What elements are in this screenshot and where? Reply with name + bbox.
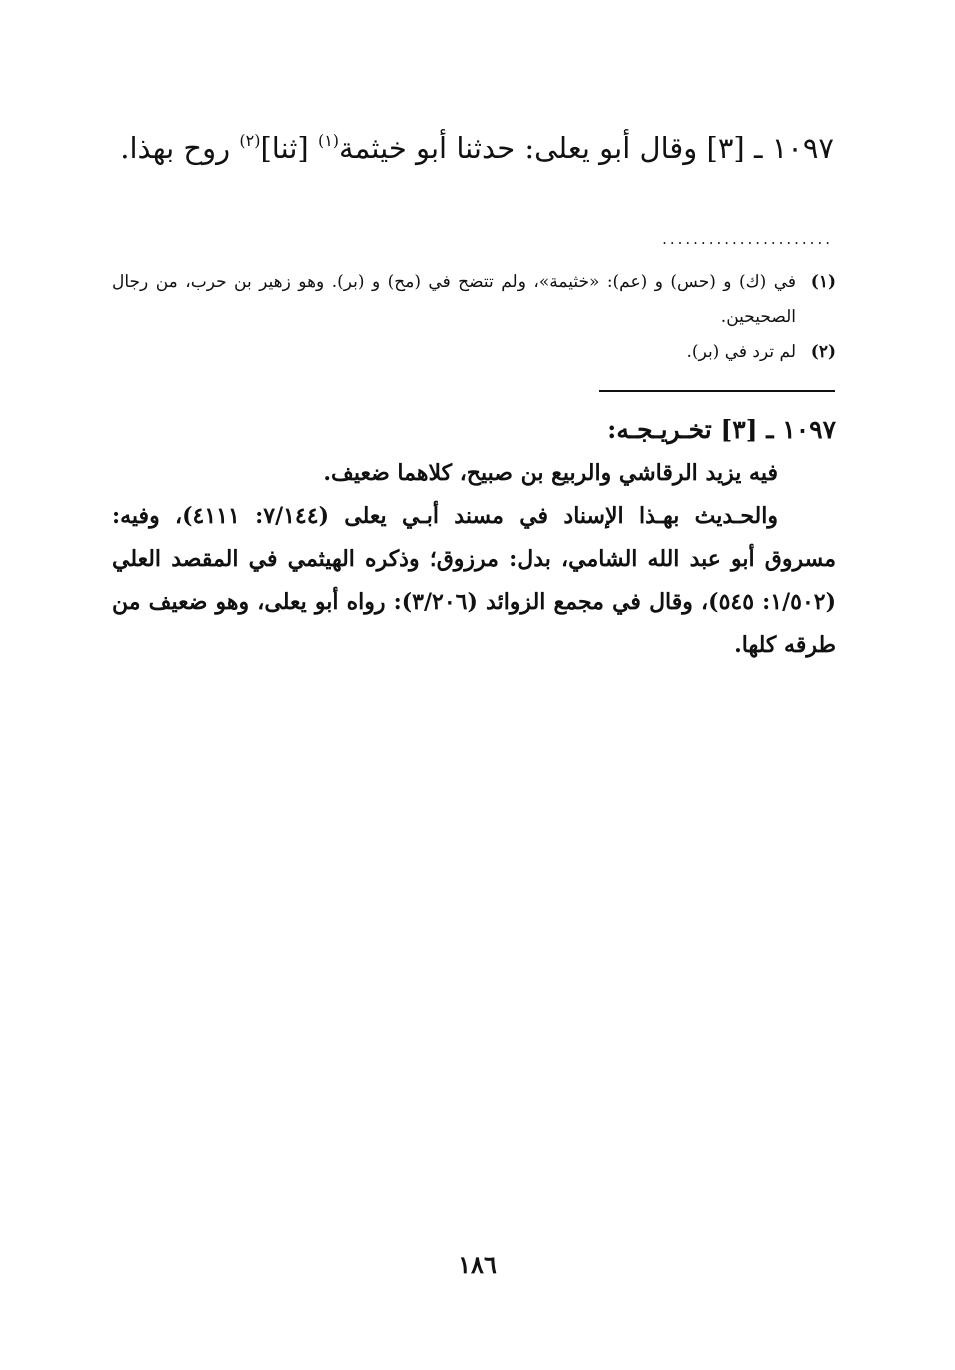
takhrij-paragraph: والحـديث بهـذا الإسناد في مسند أبـي يعلى (٧/١٤٤: ٤١١١)، وفيه: مسروق أبو عبد الله الشامي، بدل: مرزوق؛ وذكره الهيثمي في المقصد العلي (١/٥٠٢: ٥٤٥)، وقال في مجمع الزوائد (٣/٢٠٦): رواه أبو يعلى، وهو ضعيف من طرقه كلها. — [112, 503, 837, 658]
takhrij-paragraph: فيه يزيد الرقاشي والربيع بن صبيح، كلاهما ضعيف. — [323, 460, 778, 486]
hadith-text — [112, 120, 834, 176]
footnotes-section — [112, 265, 836, 370]
hadith-number: ١٠٩٧ — [771, 131, 834, 165]
takhrij-section — [112, 408, 836, 667]
footnote-1 — [112, 265, 836, 335]
hadith-text-part: روح بهذا. — [120, 131, 240, 165]
hadith-text-part: وقال أبو يعلى: حدثنا أبو خيثمة — [339, 131, 698, 165]
hadith-text-part: [ثنا] — [260, 131, 318, 165]
page-number: ١٨٦ — [458, 1250, 497, 1279]
takhrij-heading: ١٠٩٧ ـ [٣] تخـريـجـه: — [607, 415, 836, 444]
dotted-separator: ...................... — [662, 230, 833, 248]
footnote-text: في (ك) و (حس) و (عم): «خثيمة»، ولم تتضح في (مح) و (بر). وهو زهير بن حرب، من رجال الصحيحين. — [112, 272, 796, 327]
horizontal-rule — [599, 390, 835, 392]
footnote-number: (٢) — [810, 342, 836, 362]
takhrij-body — [112, 452, 836, 667]
footnote-ref-1: (١) — [317, 131, 340, 150]
footnote-text: لم ترد في (بر). — [686, 342, 796, 362]
footnote-2 — [112, 335, 836, 370]
footnote-number: (١) — [810, 272, 836, 292]
footnote-ref-2: (٢) — [239, 131, 261, 150]
hadith-dash: ـ — [753, 131, 763, 165]
hadith-grade-bracket: [٣] — [706, 131, 745, 165]
